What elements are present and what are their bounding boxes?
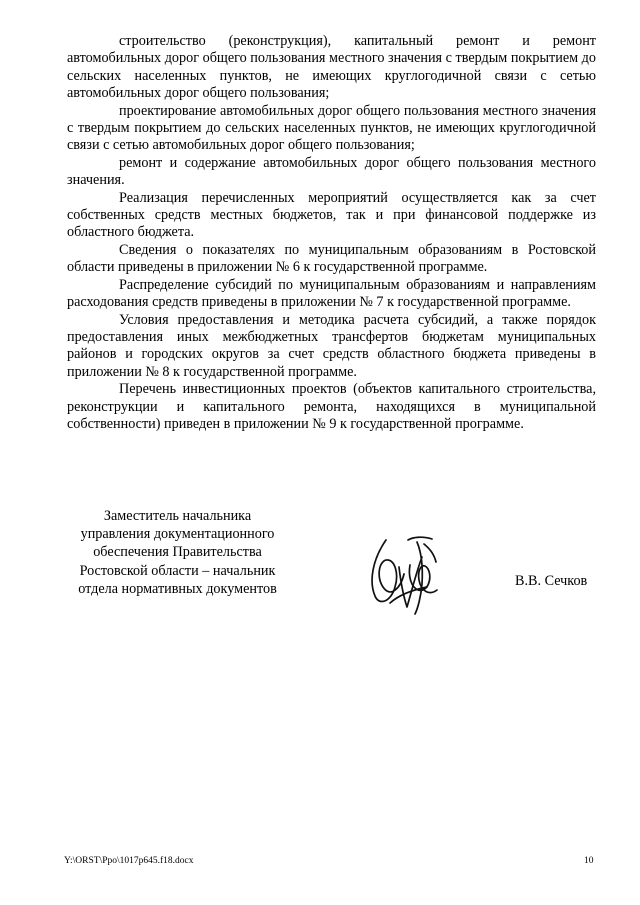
signatory-title-line: управления документационного	[80, 526, 275, 543]
paragraph-financing: Реализация перечисленных мероприятий осуществляется как за счет собственных средств местных бюджетов, так и при финансовой поддержке из областного бюджета.	[67, 189, 596, 241]
paragraph-construction: строительство (реконструкция), капитальный ремонт и ремонт автомобильных дорог общего пользования местного значения с твердым покрытием до сельских населенных пунктов, не имеющих круглогодичной связи с сетью автомобильных дорог общего пользования;	[67, 33, 596, 102]
paragraph-subsidy-conditions: Условия предоставления и методика расчета субсидий, а также порядок предоставления иных межбюджетных трансфертов бюджетам муниципальных районов и городских округов за счет средств областного бюджета приведены в приложении № 8 к государственной программе.	[67, 311, 596, 380]
signatory-title-line: обеспечения Правительства	[93, 544, 262, 561]
paragraph-investment-projects: Перечень инвестиционных проектов (объектов капитального строительства, реконструкции и капитального ремонта, находящихся в муниципальной собственности) приведен в приложении № 9 к государственной программе.	[67, 381, 596, 432]
paragraph-subsidy-distribution: Распределение субсидий по муниципальным образованиям и направлениям расходования средств приведены в приложении № 7 к государственной программе.	[67, 276, 596, 311]
signatory-name: В.В. Сечков	[515, 573, 588, 589]
signatory-title	[55, 507, 300, 598]
page-number: 10	[584, 856, 594, 866]
paragraph-design: проектирование автомобильных дорог общего пользования местного значения с твердым покрытием до сельских населенных пунктов, не имеющих круглогодичной связи с сетью автомобильных дорог общего пользования;	[67, 102, 596, 154]
handwritten-signature	[364, 532, 444, 616]
paragraph-maintenance: ремонт и содержание автомобильных дорог общего пользования местного значения.	[67, 154, 596, 189]
document-file-path: Y:\ORST\Ppo\1017p645.f18.docx	[64, 856, 194, 866]
document-body	[67, 33, 596, 433]
paragraph-indicators: Сведения о показателях по муниципальным образованиям в Ростовской области приведены в приложении № 6 к государственной программе.	[67, 241, 596, 276]
signatory-title-line: Заместитель начальника	[103, 508, 252, 524]
signatory-title-line: отдела нормативных документов	[78, 580, 277, 597]
signatory-title-line: Ростовской области – начальник	[79, 562, 276, 579]
